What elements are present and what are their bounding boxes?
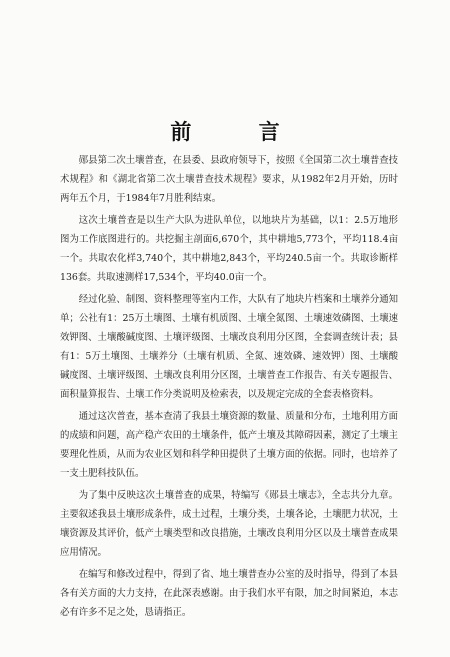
paragraph: 郧县第二次土壤普查，在县委、县政府领导下，按照《全国第二次土壤普查技术规程》和《湖北省第二次土壤普查技术规程》要求，从1982年2月开始，历时两年五个月，于1984年7月胜利结束。 — [60, 155, 398, 204]
paragraph: 这次土壤普查是以生产大队为进队单位，以地块片为基础，以1：2.5万地形图为工作底图进行的。共挖掘主剖面6,670个，其中耕地5,773个，平均118.4亩一个。共取农化样3,740个，其中耕地2,843个，平均240.5亩一个。共取诊断样136套。共取速测样17,534个，平均40.0亩一个。 — [60, 215, 398, 283]
paragraph: 通过这次普查，基本查清了我县土壤资源的数量、质量和分布，土地利用方面的成绩和问题，高产稳产农田的土壤条件，低产土壤及其障碍因素，测定了土壤主要理化性质，从而为农业区划和科学种田提供了土壤方面的依据。同时，也培养了一支土肥科技队伍。 — [60, 411, 398, 479]
paragraph: 为了集中反映这次土壤普查的成果，特编写《郧县土壤志》，全志共分九章。主要叙述我县土壤形成条件，成土过程，土壤分类，土壤各论，土壤肥力状况，土壤资源及其评价，低产土壤类型和改良措施，土壤改良利用分区以及土壤普查成果应用情况。 — [60, 490, 398, 558]
paragraph: 经过化验、制图、资料整理等室内工作，大队有了地块片档案和土壤养分通知单；公社有1：25万土壤图、土壤有机质图、土壤全氮图、土壤速效磷图、土壤速效钾图、土壤酸碱度图、土壤评级图、土壤改良利用分区图，全套调查统计表；县有1：5万土壤图、土壤养分（土壤有机质、全氮、速效磷、速效钾）图、土壤酸碱度图、土壤评级图、土壤改良利用分区图，土壤普查工作报告、有关专题报告、面积量算报告、土壤工作分类说明及检索表，以及规定完成的全套表格资料。 — [60, 294, 398, 400]
preface-body — [60, 151, 398, 625]
page-title: 前 言 — [170, 120, 310, 144]
paragraph: 在编写和修改过程中，得到了省、地土壤普查办公室的及时指导，得到了本县各有关方面的大力支持，在此深表感谢。由于我们水平有限，加之时间紧迫，本志必有许多不足之处，恳请指正。 — [60, 569, 398, 618]
